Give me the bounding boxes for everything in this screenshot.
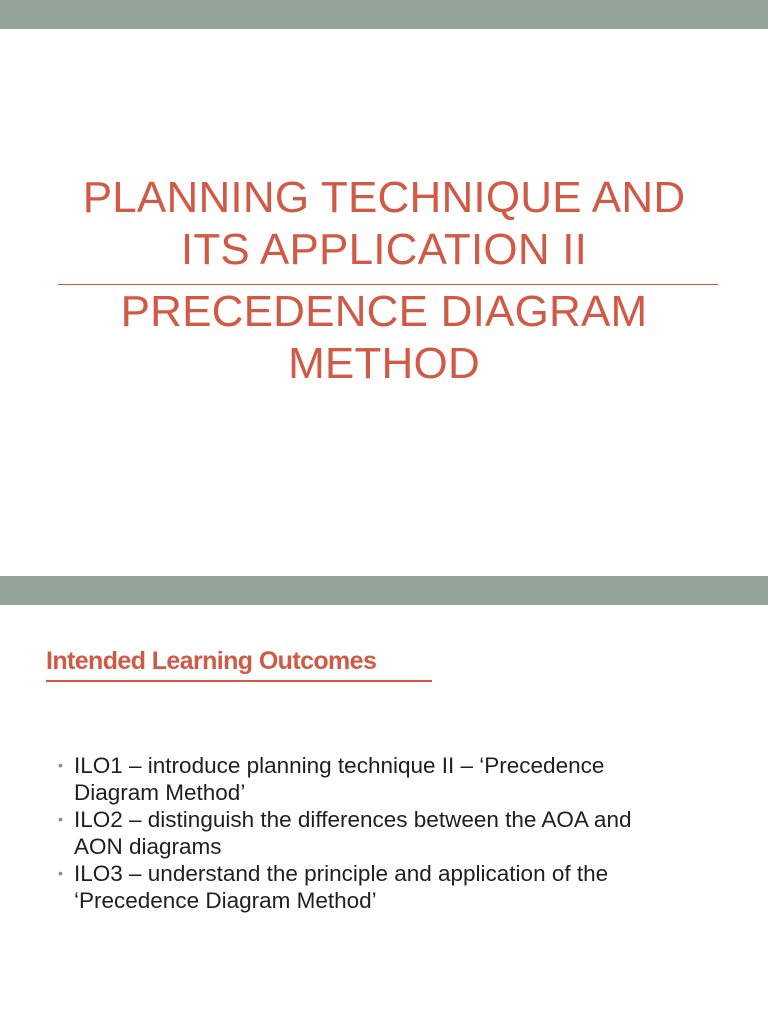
list-item-line: Diagram Method’: [74, 780, 246, 805]
title-line: ITS APPLICATION II: [180, 225, 588, 274]
subtitle-line: METHOD: [288, 339, 480, 388]
slide-subtitle: [40, 286, 728, 390]
outcomes-list: [58, 752, 738, 914]
list-item-line: AON diagrams: [74, 834, 222, 859]
list-item: [58, 752, 738, 806]
list-item-line: ILO2 – distinguish the differences between the AOA and: [74, 807, 632, 832]
outcomes-heading: Intended Learning Outcomes: [46, 647, 377, 675]
outcomes-slide: [0, 576, 768, 1024]
slide-header-bar: [0, 576, 768, 605]
heading-underline: [46, 680, 432, 682]
bullet-dot-icon: •: [58, 865, 63, 881]
bullet-dot-icon: •: [58, 757, 63, 773]
slide-header-bar: [0, 0, 768, 29]
list-item: [58, 860, 738, 914]
subtitle-line: PRECEDENCE DIAGRAM: [120, 287, 648, 336]
slide-title: [40, 172, 728, 276]
title-divider: [58, 284, 718, 285]
list-item-line: ILO3 – understand the principle and application of the: [74, 861, 609, 886]
list-item-line: ILO1 – introduce planning technique II – ‘Precedence: [74, 753, 605, 778]
title-line: PLANNING TECHNIQUE AND: [82, 173, 686, 222]
list-item-line: ‘Precedence Diagram Method’: [74, 888, 377, 913]
bullet-dot-icon: •: [58, 811, 63, 827]
list-item: [58, 806, 738, 860]
